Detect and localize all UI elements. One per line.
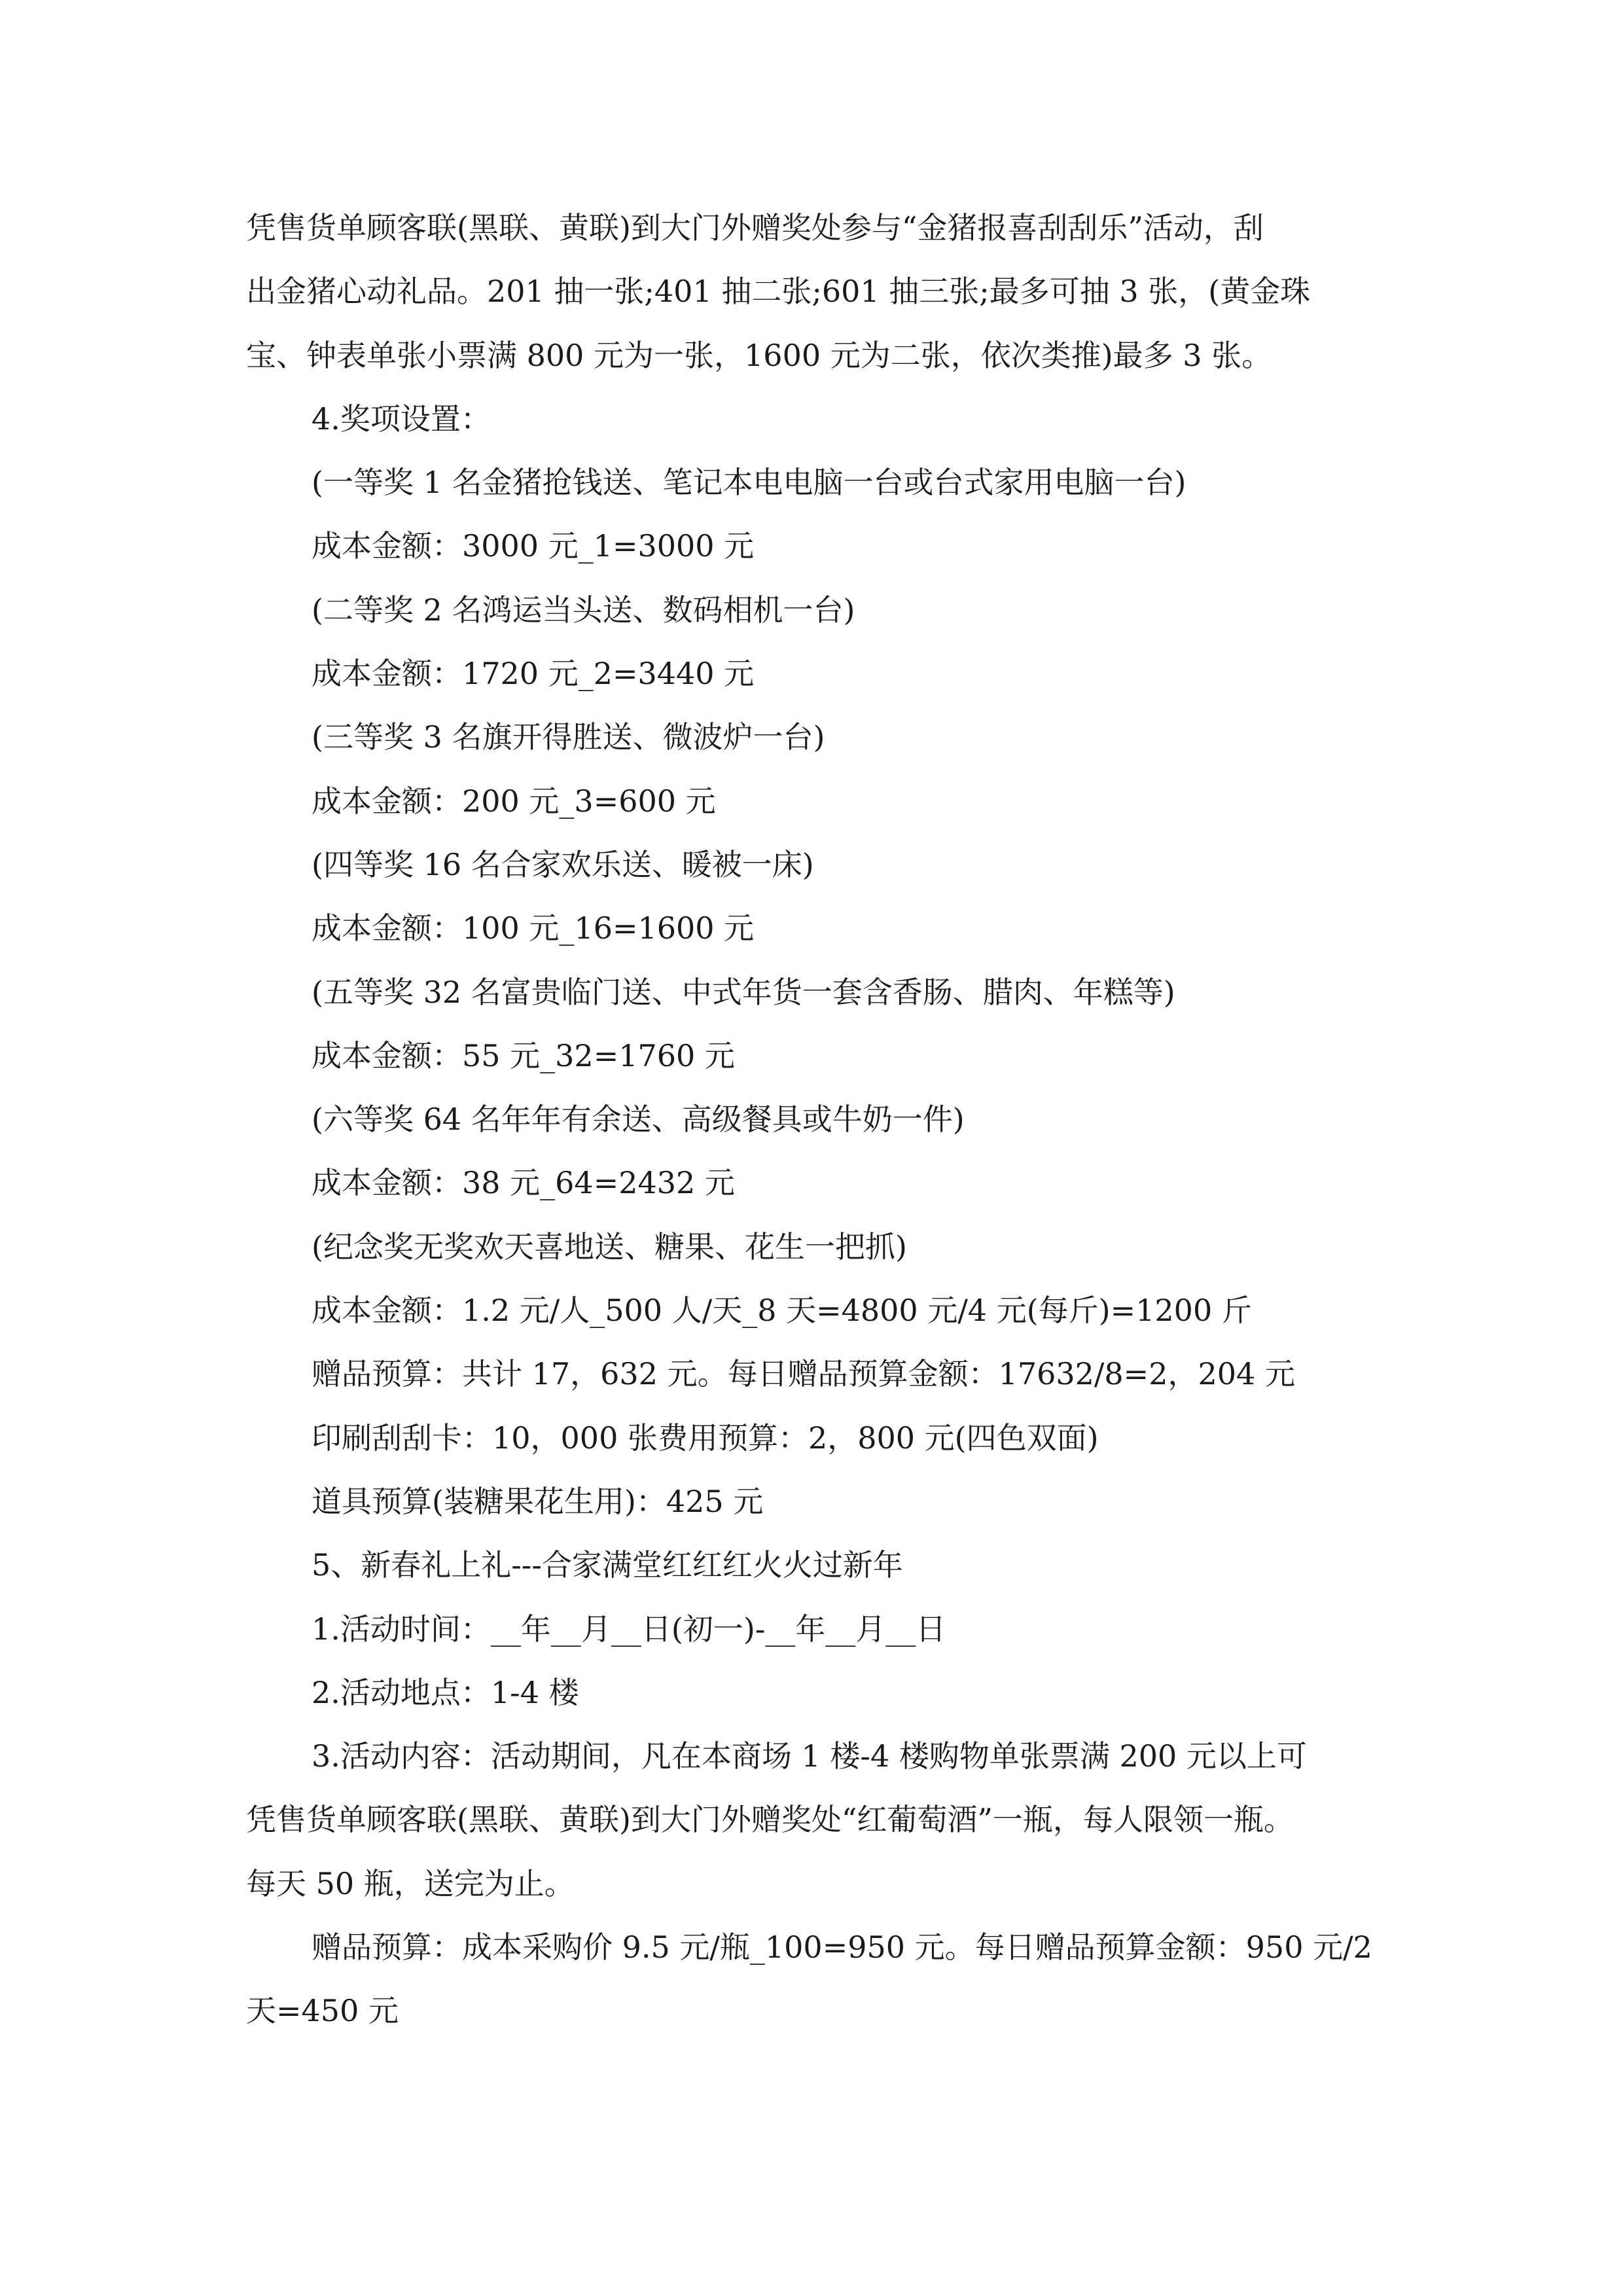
- prize-fourth: (四等奖 16 名合家欢乐送、暖被一床): [312, 846, 814, 882]
- wine-gift-budget: 赠品预算：成本采购价 9.5 元/瓶_100=950 元。每日赠品预算金额：950 元/2: [312, 1929, 1372, 1965]
- text-line: 宝、钟表单张小票满 800 元为一张，1600 元为二张，依次类推)最多 3 张。: [246, 337, 1272, 373]
- cost-fourth: 成本金额：100 元_16=1600 元: [312, 910, 755, 946]
- prize-sixth: (六等奖 64 名年年有余送、高级餐具或牛奶一件): [312, 1102, 965, 1138]
- scratch-card-budget: 印刷刮刮卡：10，000 张费用预算：2，800 元(四色双面): [312, 1420, 1099, 1456]
- section-heading-prize-setup: 4.奖项设置：: [312, 401, 491, 437]
- document-body: [246, 196, 1385, 2043]
- activity-location: 2.活动地点：1-4 楼: [312, 1674, 579, 1710]
- cost-second: 成本金额：1720 元_2=3440 元: [312, 656, 755, 692]
- cost-third: 成本金额：200 元_3=600 元: [312, 783, 716, 819]
- prize-first: (一等奖 1 名金猪抢钱送、笔记本电电脑一台或台式家用电脑一台): [312, 465, 1186, 501]
- activity-time: 1.活动时间：__年__月__日(初一)-__年__月__日: [312, 1611, 946, 1647]
- section-heading-new-year-gift: 5、新春礼上礼---合家满堂红红红火火过新年: [312, 1547, 903, 1583]
- text-line: 出金猪心动礼品。201 抽一张;401 抽二张;601 抽三张;最多可抽 3 张，(黄金珠: [246, 274, 1311, 310]
- text-line: 天=450 元: [246, 1993, 399, 2029]
- props-budget: 道具预算(装糖果花生用)：425 元: [312, 1483, 764, 1519]
- text-line: 凭售货单顾客联(黑联、黄联)到大门外赠奖处“红葡萄酒”一瓶，每人限领一瓶。: [246, 1802, 1294, 1838]
- gift-budget: 赠品预算：共计 17，632 元。每日赠品预算金额：17632/8=2，204 元: [312, 1356, 1295, 1392]
- cost-souvenir: 成本金额：1.2 元/人_500 人/天_8 天=4800 元/4 元(每斤)=1200 斤: [312, 1293, 1252, 1329]
- prize-third: (三等奖 3 名旗开得胜送、微波炉一台): [312, 719, 825, 755]
- prize-second: (二等奖 2 名鸿运当头送、数码相机一台): [312, 592, 855, 628]
- cost-sixth: 成本金额：38 元_64=2432 元: [312, 1165, 735, 1201]
- text-line: 每天 50 瓶，送完为止。: [246, 1865, 575, 1901]
- cost-first: 成本金额：3000 元_1=3000 元: [312, 528, 755, 564]
- cost-fifth: 成本金额：55 元_32=1760 元: [312, 1037, 735, 1073]
- prize-fifth: (五等奖 32 名富贵临门送、中式年货一套含香肠、腊肉、年糕等): [312, 974, 1175, 1010]
- prize-souvenir: (纪念奖无奖欢天喜地送、糖果、花生一把抓): [312, 1229, 907, 1265]
- activity-content: 3.活动内容：活动期间，凡在本商场 1 楼-4 楼购物单张票满 200 元以上可: [312, 1738, 1307, 1774]
- text-line: 凭售货单顾客联(黑联、黄联)到大门外赠奖处参与“金猪报喜刮刮乐”活动，刮: [246, 210, 1264, 245]
